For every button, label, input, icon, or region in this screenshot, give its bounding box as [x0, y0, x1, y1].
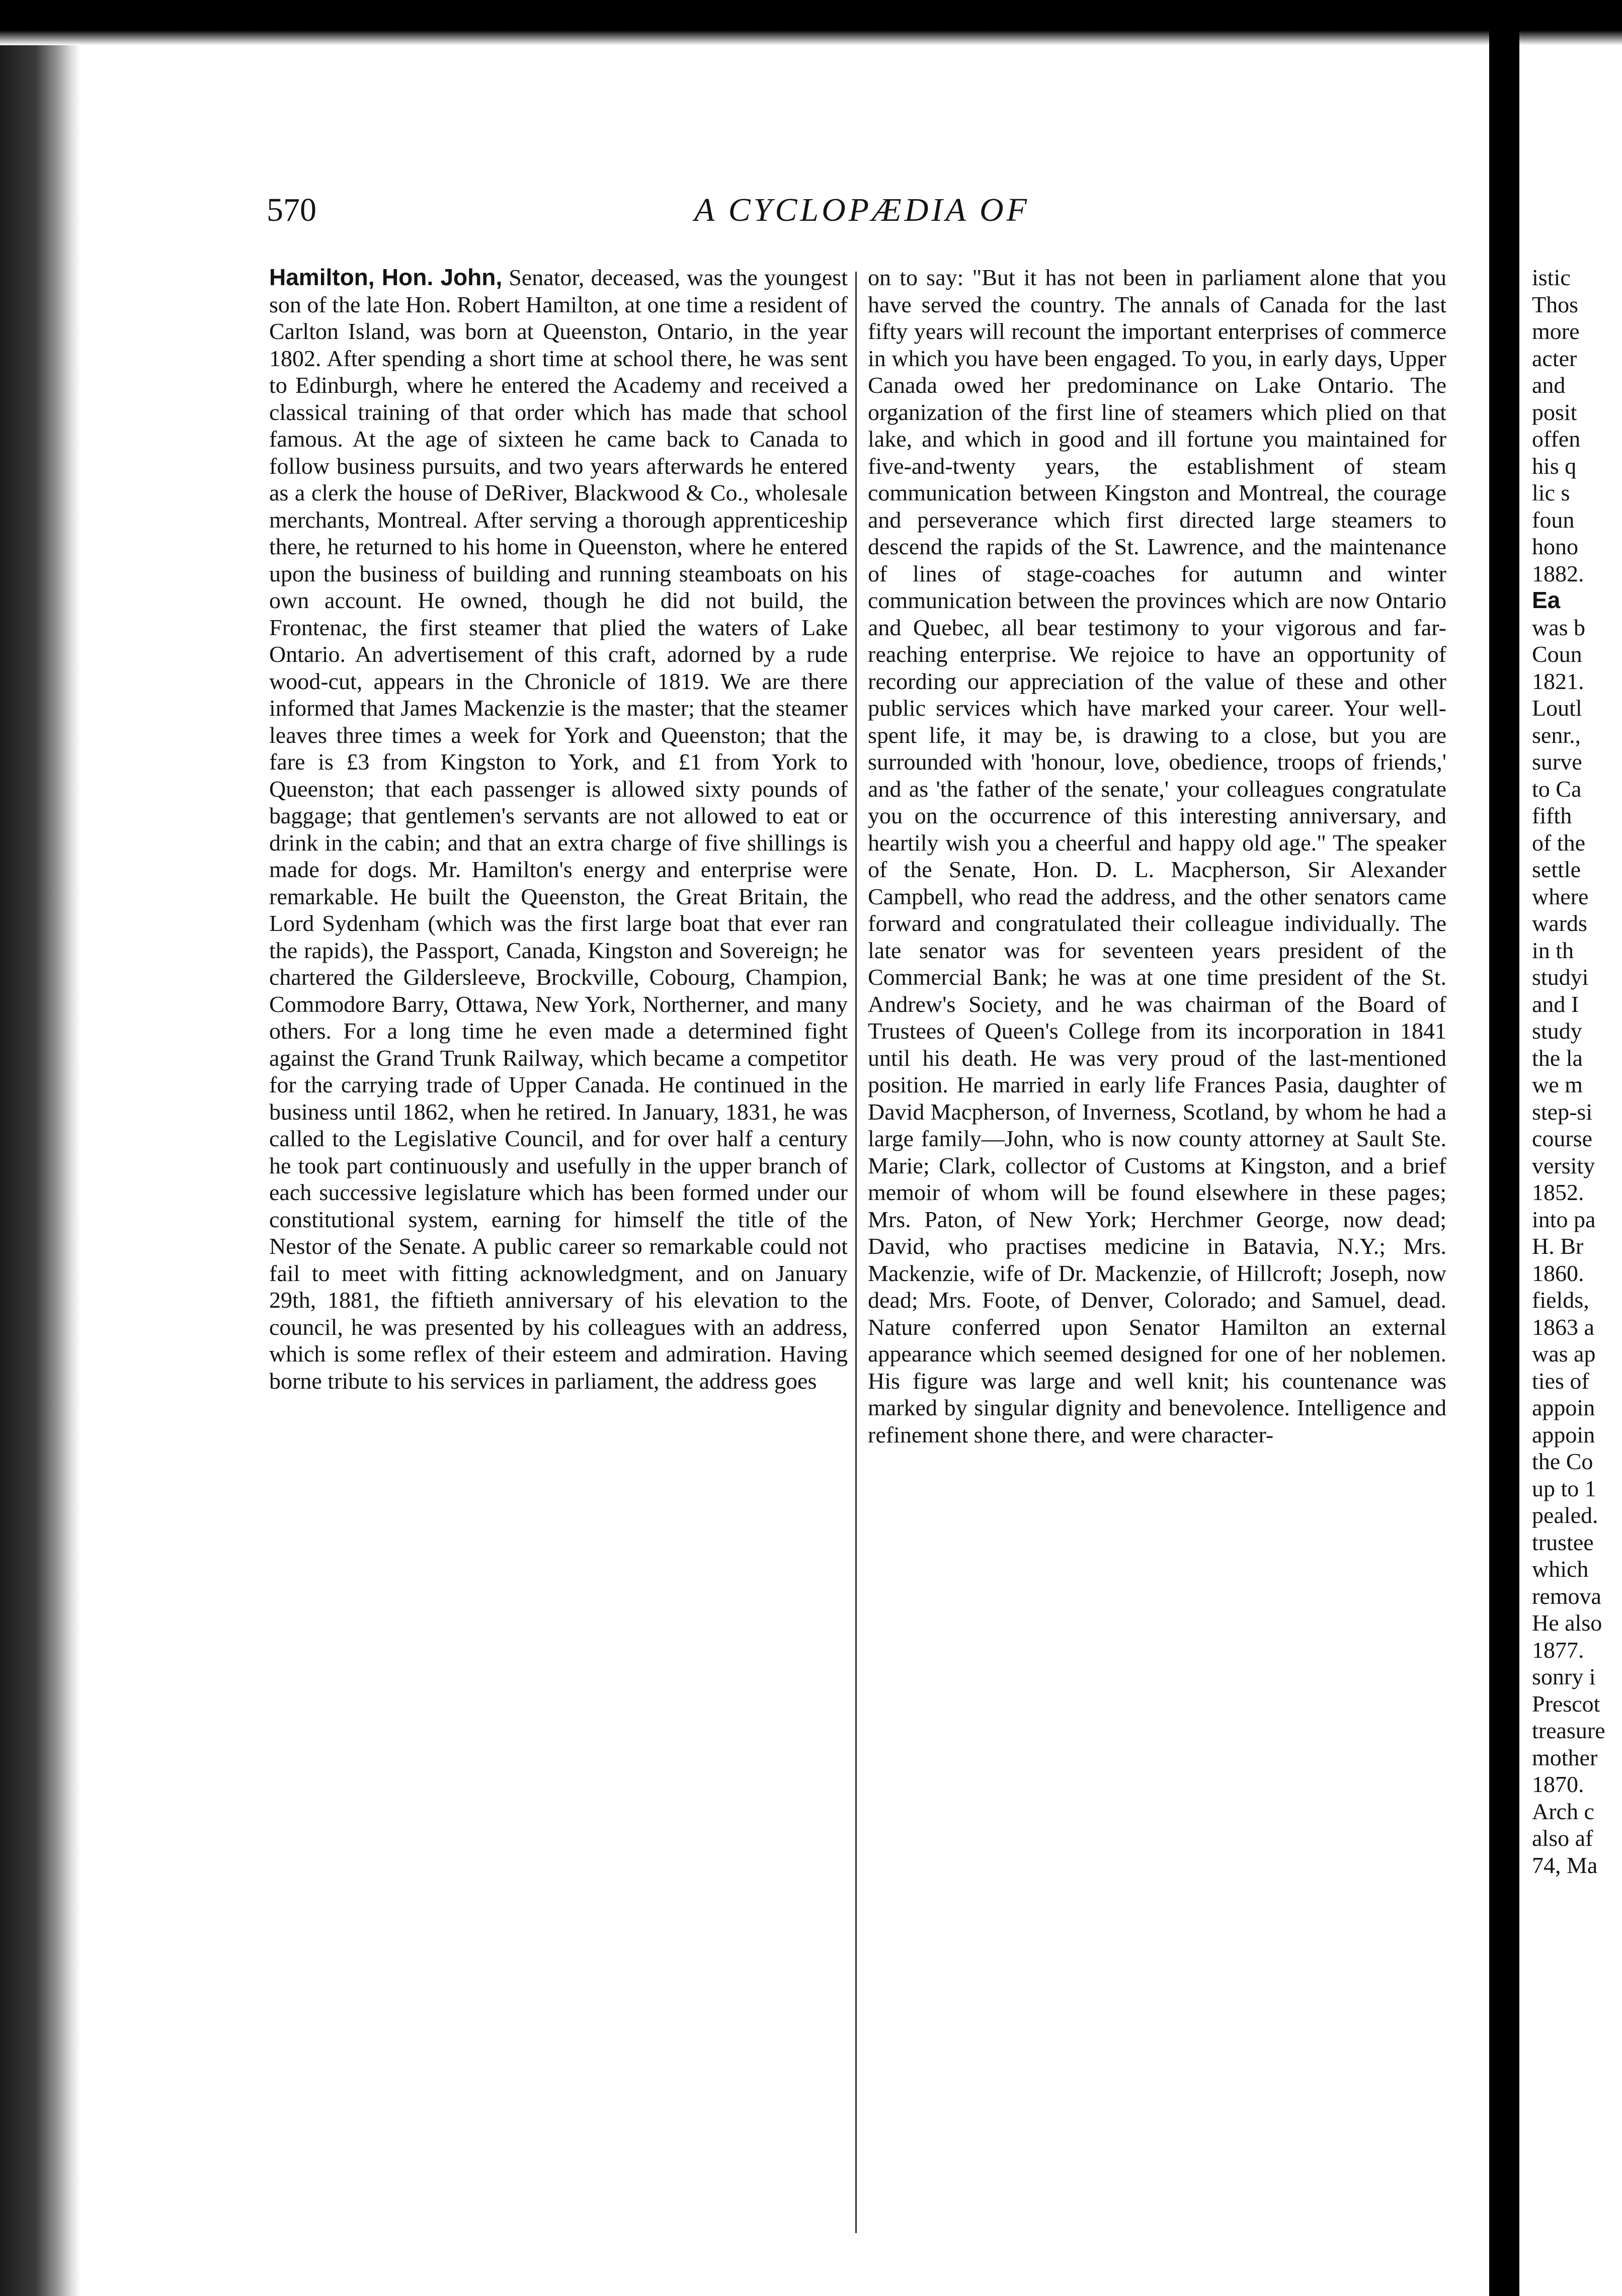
article-right-column	[868, 264, 1446, 2226]
fragment-line: fields,	[1532, 1287, 1589, 1313]
fragment-line: 1860.	[1532, 1260, 1584, 1286]
fragment-line: mother	[1532, 1744, 1598, 1770]
running-head: A CYCLOPÆDIA OF	[694, 192, 1030, 228]
fragment-line: acter	[1532, 345, 1577, 371]
fragment-line: also af	[1532, 1825, 1593, 1851]
fragment-line: of the	[1532, 829, 1586, 856]
fragment-line: ties of	[1532, 1368, 1589, 1394]
fragment-line: the Co	[1532, 1449, 1593, 1474]
fragment-line: posit	[1532, 399, 1577, 425]
fragment-line: appoin	[1532, 1395, 1595, 1420]
fragment-line: appoin	[1532, 1421, 1595, 1448]
article-right-text: on to say: "But it has not been in parliament alone that you have served the country. The annals of Canada for the last fifty years will recount the important enterprises of commerce in which you have been engaged. To you, in early days, Upper Canada owed her predominance on Lake Ontario. The organization of the first line of steamers which plied on that lake, and which in good and ill fortune you maintained for five-and-twenty years, the establishment of steam communication between Kingston and Montreal, the courage and perseverance which first directed large steamers to descend the rapids of the St. Lawrence, and the maintenance of lines of stage-coaches for autumn and winter communication between the provinces which are now Ontario and Quebec, all bear testimony to your vigorous and far-reaching enterprise. We rejoice to have an opportunity of recording our appreciation of the value of these and other public services which have marked your career. Your well-spent life, it may be, is drawing to a close, but you are surrounded with 'honour, love, obedience, troops of friends,' and as 'the father of the senate,' your colleagues congratulate you on the occurrence of this interesting anniversary, and heartily wish you a cheerful and happy old age." The speaker of the Senate, Hon. D. L. Macpherson, Sir Alexander Campbell, who read the address, and the other senators came forward and congratulated their colleague individually. The late senator was for seventeen years president of the Commercial Bank; he was at one time president of the St. Andrew's Society, and he was chairman of the Board of Trustees of Queen's College from its incorporation in 1841 until his death. He was very proud of the last-mentioned position. He married in early life Frances Pasia, daughter of David Macpherson, of Inverness, Scotland, by whom he had a large family—John, who is now county attorney at Sault Ste. Marie; Clark, collector of Customs at Kingston, and a brief memoir of whom will be found elsewhere in these pages; Mrs. Paton, of New York; Herchmer George, now dead; David, who practises medicine in Batavia, N.Y.; Mrs. Mackenzie, wife of Dr. Mackenzie, of Hillcroft; Joseph, now dead; Mrs. Foote, of Denver, Colorado; and Samuel, dead. Nature conferred upon Senator Hamilton an external appearance which seemed designed for one of her noblemen. His figure was large and well knit; his countenance was marked by singular dignity and benevolence. Intelligence and refinement shone there, and were character-	[868, 265, 1446, 1448]
fragment-line: Ea	[1532, 587, 1561, 613]
fragment-line: we m	[1532, 1072, 1583, 1097]
fragment-line: H. Br	[1532, 1233, 1584, 1259]
page-number: 570	[267, 192, 316, 228]
fragment-line: 1870.	[1532, 1771, 1584, 1797]
fragment-line: trustee	[1532, 1529, 1594, 1555]
fragment-line: offen	[1532, 426, 1581, 452]
fragment-line: studyi	[1532, 964, 1589, 990]
fragment-line: course	[1532, 1126, 1593, 1151]
fragment-line: more	[1532, 318, 1580, 344]
fragment-line: istic	[1532, 265, 1571, 290]
fragment-line: treasure	[1532, 1718, 1605, 1743]
fragment-line: fifth	[1532, 803, 1572, 828]
column-divider	[855, 272, 857, 2233]
fragment-line: Prescot	[1532, 1690, 1600, 1717]
article-left-text: Senator, deceased, was the youngest son of the late Hon. Robert Hamilton, at one time a resident of Carlton Island, was born at Queenston, Ontario, in the year 1802. After spending a short time at school there, he was sent to Edinburgh, where he entered the Academy and received a classical training of that order which has made that school famous. At the age of sixteen he came back to Canada to follow business pursuits, and two years afterwards he entered as a clerk the house of DeRiver, Blackwood & Co., wholesale merchants, Montreal. After serving a thorough apprenticeship there, he returned to his home in Queenston, where he entered upon the business of building and running steamboats on his own account. He owned, though he did not build, the Frontenac, the first steamer that plied the waters of Lake Ontario. An advertisement of this craft, adorned by a rude wood-cut, appears in the Chronicle of 1819. We are there informed that James Mackenzie is the master; that the steamer leaves three times a week for York and Queenston; that the fare is £3 from Kingston to York, and £1 from York to Queenston; that each passenger is allowed sixty pounds of baggage; that gentlemen's servants are not allowed to eat or drink in the cabin; and that an extra charge of five shillings is made for dogs. Mr. Hamilton's energy and enterprise were remarkable. He built the Queenston, the Great Britain, the Lord Sydenham (which was the first large boat that ever ran the rapids), the Passport, Canada, Kingston and Sovereign; he chartered the Gildersleeve, Brockville, Cobourg, Champion, Commodore Barry, Ottawa, New York, Northerner, and many others. For a long time he even made a determined fight against the Grand Trunk Railway, which became a competitor for the carrying trade of Upper Canada. He continued in the business until 1862, when he retired. In January, 1831, he was called to the Legislative Council, and for over half a century he took part continuously and usefully in the upper branch of each successive legislature which has been formed under our constitutional system, earning for himself the title of the Nestor of the Senate. A public career so remarkable could not fail to meet with fitting acknowledgment, and on January 29th, 1881, the fiftieth anniversary of his elevation to the council, he was presented by his colleagues with an address, which is some reflex of their esteem and admiration. Having borne tribute to his services in parliament, the address goes	[269, 265, 848, 1394]
fragment-line: step-si	[1532, 1098, 1593, 1125]
fragment-line: lic s	[1532, 480, 1570, 505]
fragment-line: Thos	[1532, 291, 1578, 317]
fragment-line: was ap	[1532, 1341, 1596, 1367]
fragment-line: his q	[1532, 453, 1577, 479]
fragment-line: in th	[1532, 937, 1574, 963]
next-page-fragment	[1532, 264, 1622, 1974]
fragment-line: pealed.	[1532, 1502, 1598, 1528]
article-left-column	[269, 264, 848, 2226]
fragment-line: where	[1532, 883, 1589, 909]
fragment-line: 1877.	[1532, 1637, 1584, 1663]
fragment-line: the la	[1532, 1045, 1583, 1071]
fragment-line: versity	[1532, 1152, 1595, 1178]
fragment-line: wards	[1532, 910, 1587, 936]
fragment-line: study	[1532, 1018, 1582, 1044]
fragment-line: remova	[1532, 1583, 1601, 1609]
fragment-line: up to 1	[1532, 1475, 1596, 1501]
article-headword: Hamilton, Hon. John,	[269, 264, 503, 290]
fragment-line: was b	[1532, 614, 1586, 640]
fragment-line: sonry i	[1532, 1664, 1596, 1689]
fragment-line: foun	[1532, 506, 1575, 533]
fragment-line: 74, Ma	[1532, 1852, 1598, 1878]
fragment-line: which	[1532, 1556, 1589, 1582]
fragment-line: senr.,	[1532, 722, 1581, 748]
fragment-line: and	[1532, 372, 1566, 398]
fragment-line: into pa	[1532, 1206, 1596, 1232]
fragment-line: 1821.	[1532, 668, 1584, 694]
fragment-line: Arch c	[1532, 1798, 1594, 1824]
fragment-line: 1852.	[1532, 1179, 1584, 1205]
fragment-line: Coun	[1532, 641, 1582, 667]
fragment-line: He also	[1532, 1610, 1602, 1636]
fragment-line: 1863 a	[1532, 1314, 1594, 1340]
fragment-line: to Ca	[1532, 776, 1582, 802]
fragment-line: hono	[1532, 534, 1578, 559]
fragment-line: surve	[1532, 749, 1582, 775]
fragment-line: Loutl	[1532, 695, 1582, 721]
fragment-line: and I	[1532, 991, 1579, 1017]
fragment-line: settle	[1532, 857, 1581, 882]
fragment-line: 1882.	[1532, 560, 1584, 586]
